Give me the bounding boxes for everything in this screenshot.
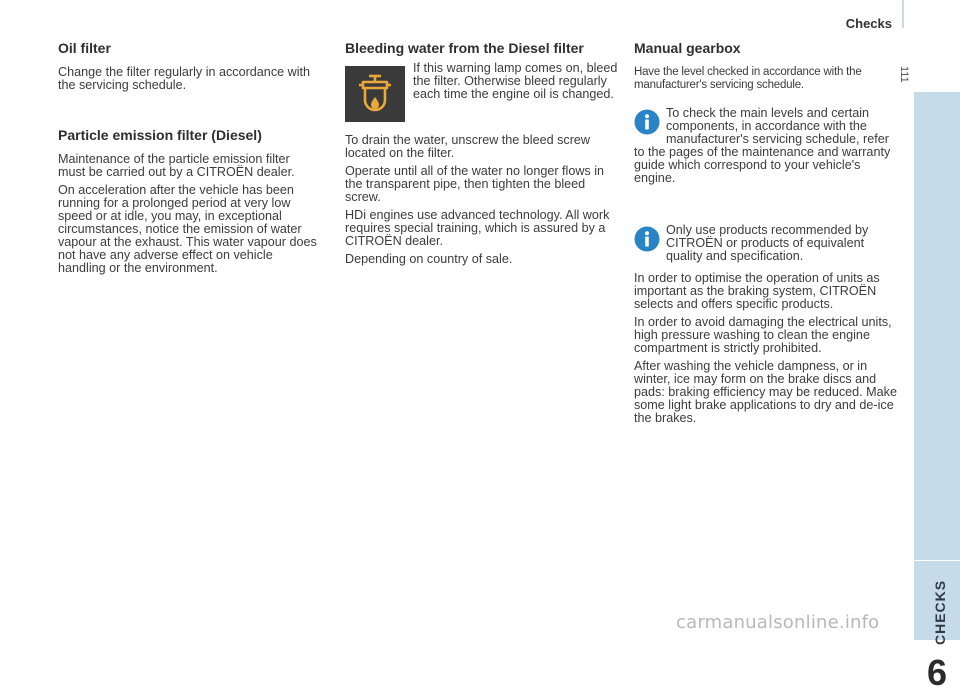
bleeding-text-1: To drain the water, unscrew the bleed screw located on the filter. xyxy=(345,133,591,160)
oil-filter-text: Change the filter regularly in accordance with the servicing schedule. xyxy=(58,65,311,92)
gearbox-text-3: After washing the vehicle dampness, or in winter, ice may form on the brake discs and pads: braking efficiency may be reduced. Make some light brake applications to dry and de-ice the brakes. xyxy=(634,359,897,425)
column-middle xyxy=(345,40,620,271)
watermark: carmanualsonline.info xyxy=(676,612,880,633)
bleeding-text-4: Depending on country of sale. xyxy=(345,252,513,266)
column-right xyxy=(634,40,902,430)
info-note-2 xyxy=(634,224,902,268)
page-header xyxy=(0,0,960,40)
info-icon xyxy=(634,226,660,252)
water-in-diesel-warning-lamp-icon xyxy=(345,66,405,122)
info-note-1-text: To check the main levels and certain components, in accordance with the manufacturer's servicing schedule, refer to the pages of the maintenance and warranty guide which correspond to your vehicle's engine. xyxy=(634,106,891,185)
column-left xyxy=(58,40,320,280)
particle-filter-text-1: Maintenance of the particle emission filter must be carried out by a CITROËN dealer. xyxy=(58,152,295,179)
particle-filter-heading: Particle emission filter (Diesel) xyxy=(58,127,262,143)
gearbox-text-1: In order to optimise the operation of units as important as the braking system, CITROËN selects and offers specific products. xyxy=(634,271,880,311)
chapter-number: 6 xyxy=(926,652,948,693)
chapter-side-tab[interactable] xyxy=(914,92,960,693)
particle-filter-text-2: On acceleration after the vehicle has been running for a prolonged period at very low speed or at idle, you may, in exceptional circumstances, notice the emission of water vapour at the exhaust. This water vapour does not have any adverse effect on vehicle handling or the environment. xyxy=(58,183,317,275)
tab-divider xyxy=(914,560,960,561)
bleeding-text-2: Operate until all of the water no longer flows in the transparent pipe, then tighten the bleed screw. xyxy=(345,164,605,204)
info-note-1 xyxy=(634,107,902,190)
page-section-title: Checks xyxy=(845,16,892,31)
gearbox-heading: Manual gearbox xyxy=(634,40,741,56)
gearbox-text-2: In order to avoid damaging the electrical units, high pressure washing to clean the engine compartment is strictly prohibited. xyxy=(634,315,892,355)
chapter-tab-label: CHECKS xyxy=(932,579,948,645)
gearbox-intro: Have the level checked in accordance with the manufacturer's servicing schedule. xyxy=(634,66,862,91)
oil-filter-heading: Oil filter xyxy=(58,40,111,56)
info-icon xyxy=(634,109,660,135)
bleeding-text-3: HDi engines use advanced technology. All work requires special training, which is assured by a CITROËN dealer. xyxy=(345,208,610,248)
info-note-2-text: Only use products recommended by CITROËN or products of equivalent quality and specification. xyxy=(666,223,869,263)
header-divider xyxy=(902,0,904,28)
bleeding-heading: Bleeding water from the Diesel filter xyxy=(345,40,584,56)
warning-lamp-block xyxy=(345,61,620,128)
page-number: 111 xyxy=(898,66,910,83)
warning-lamp-text: If this warning lamp comes on, bleed the filter. Otherwise bleed regularly each time the engine oil is changed. xyxy=(413,61,618,101)
